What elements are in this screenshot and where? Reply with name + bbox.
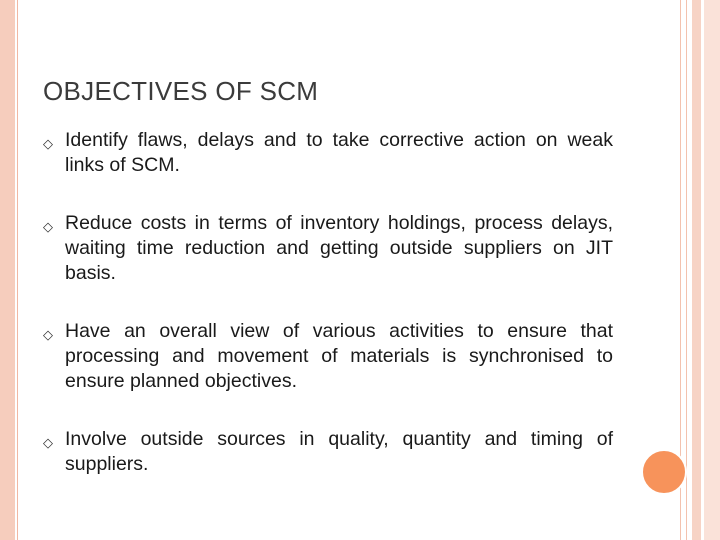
diamond-bullet-icon: ◇ — [43, 327, 53, 342]
left-border-decoration — [0, 0, 15, 540]
bullet-text: Have an overall view of various activities to ensure that processing and movement of materials is synchronised to ensure planned objectives. — [65, 320, 613, 392]
bullet-text: Reduce costs in terms of inventory holdings, process delays, waiting time reduction and getting outside suppliers on JIT basis. — [65, 212, 613, 284]
bullet-text: Identify flaws, delays and to take corrective action on weak links of SCM. — [65, 129, 613, 176]
right-stripe-3 — [692, 0, 701, 540]
orange-circle-decoration — [641, 449, 687, 495]
bullet-item — [43, 427, 613, 477]
slide-title: OBJECTIVES OF SCM — [43, 76, 319, 106]
diamond-bullet-icon: ◇ — [43, 136, 53, 151]
left-border-line — [17, 0, 18, 540]
right-stripe-2 — [686, 0, 687, 540]
diamond-bullet-icon: ◇ — [43, 435, 53, 450]
bullet-item — [43, 319, 613, 394]
bullet-text: Involve outside sources in quality, quantity and timing of suppliers. — [65, 428, 613, 475]
bullet-item — [43, 211, 613, 286]
right-stripe-4 — [704, 0, 720, 540]
diamond-bullet-icon: ◇ — [43, 219, 53, 234]
bullet-item — [43, 128, 613, 178]
